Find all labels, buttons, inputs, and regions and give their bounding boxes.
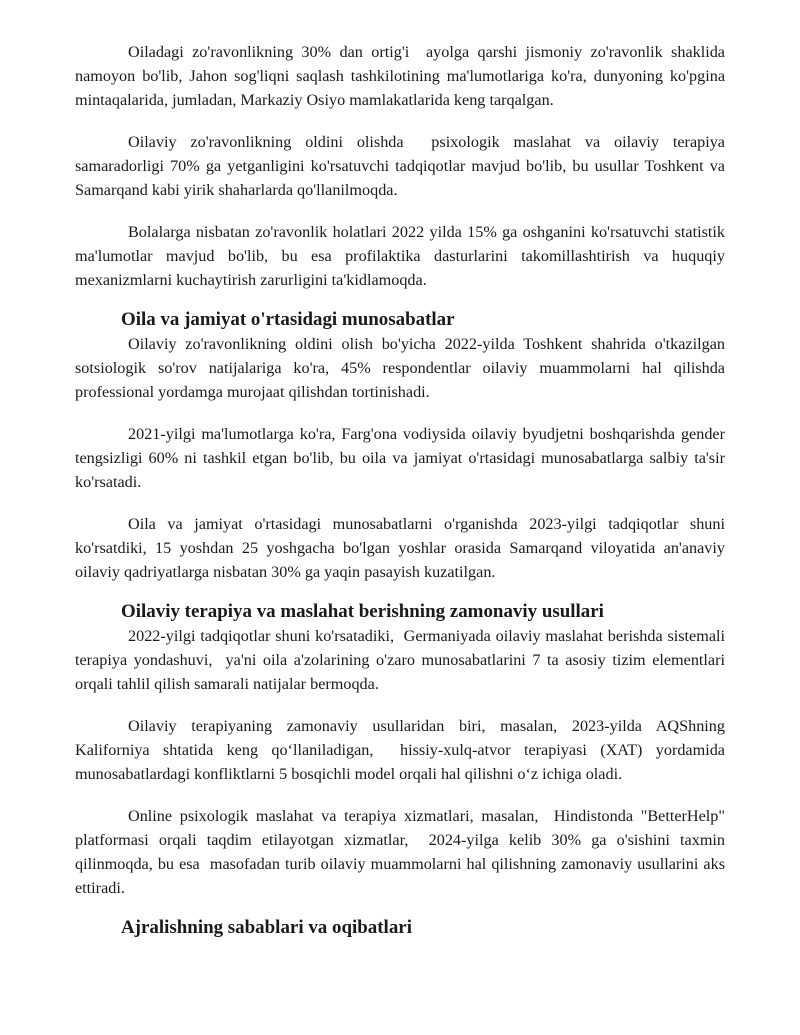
paragraph: 2022-yilgi tadqiqotlar shuni ko'rsatadiki, Germaniyada oilaviy maslahat berishda sistemali terapiya yondashuvi, ya'ni oila a'zolarining o'zaro munosabatlarini 7 ta asosiy tizim elementlari orqali tahlil qilish samarali natijalar bermoqda.	[75, 627, 730, 693]
section-heading: Ajralishning sabablari va oqibatlari	[121, 917, 412, 938]
paragraph: Oiladagi zo'ravonlikning 30% dan ortig'i ayolga qarshi jismoniy zo'ravonlik shaklida namoyon bo'lib, Jahon sog'liqni saqlash tashkilotining ma'lumotlariga ko'ra, dunyoning ko'pgina mintaqalarida, jumladan, Markaziy Osiyo mamlakatlarida keng tarqalgan.	[75, 43, 730, 109]
paragraph: Bolalarga nisbatan zo'ravonlik holatlari 2022 yilda 15% ga oshganini ko'rsatuvchi statistik ma'lumotlar mavjud bo'lib, bu esa profilaktika dasturlarini takomillashtirish va huquqiy mexanizmlarni kuchaytirish zarurligini ta'kidlamoqda.	[75, 223, 730, 289]
paragraph: 2021-yilgi ma'lumotlarga ko'ra, Farg'ona vodiysida oilaviy byudjetni boshqarishda gender tengsizligi 60% ni tashkil etgan bo'lib, bu oila va jamiyat o'rtasidagi munosabatlarga salbiy ta'sir ko'rsatadi.	[75, 425, 730, 491]
paragraph: Oilaviy zo'ravonlikning oldini olish bo'yicha 2022-yilda Toshkent shahrida o'tkazilgan sotsiologik so'rov natijalariga ko'ra, 45% respondentlar oilaviy muammolarni hal qilishda professional yordamga murojaat qilishdan tortinishadi.	[75, 335, 730, 401]
section-heading: Oilaviy terapiya va maslahat berishning zamonaviy usullari	[121, 601, 604, 622]
section-heading: Oila va jamiyat o'rtasidagi munosabatlar	[121, 309, 455, 330]
paragraph: Oilaviy zo'ravonlikning oldini olishda psixologik maslahat va oilaviy terapiya samaradorligi 70% ga yetganligini ko'rsatuvchi tadqiqotlar mavjud bo'lib, bu usullar Toshkent va Samarqand kabi yirik shaharlarda qo'llanilmoqda.	[75, 133, 730, 199]
paragraph: Oilaviy terapiyaning zamonaviy usullaridan biri, masalan, 2023-yilda AQShning Kaliforniya shtatida keng qo‘llaniladigan, hissiy-xulq-atvor terapiyasi (XAT) yordamida munosabatlardagi konfliktlarni 5 bosqichli model orqali hal qilishni o‘z ichiga oladi.	[75, 717, 730, 783]
document-page	[75, 40, 730, 940]
paragraph: Online psixologik maslahat va terapiya xizmatlari, masalan, Hindistonda "BetterHelp" platformasi orqali taqdim etilayotgan xizmatlar, 2024-yilga kelib 30% ga o'sishini taxmin qilinmoqda, bu esa masofadan turib oilaviy muammolarni hal qilishning zamonaviy usullarini aks ettiradi.	[75, 807, 730, 897]
paragraph: Oila va jamiyat o'rtasidagi munosabatlarni o'rganishda 2023-yilgi tadqiqotlar shuni ko'rsatdiki, 15 yoshdan 25 yoshgacha bo'lgan yoshlar orasida Samarqand viloyatida an'anaviy oilaviy qadriyatlarga nisbatan 30% ga yaqin pasayish kuzatilgan.	[75, 515, 730, 581]
